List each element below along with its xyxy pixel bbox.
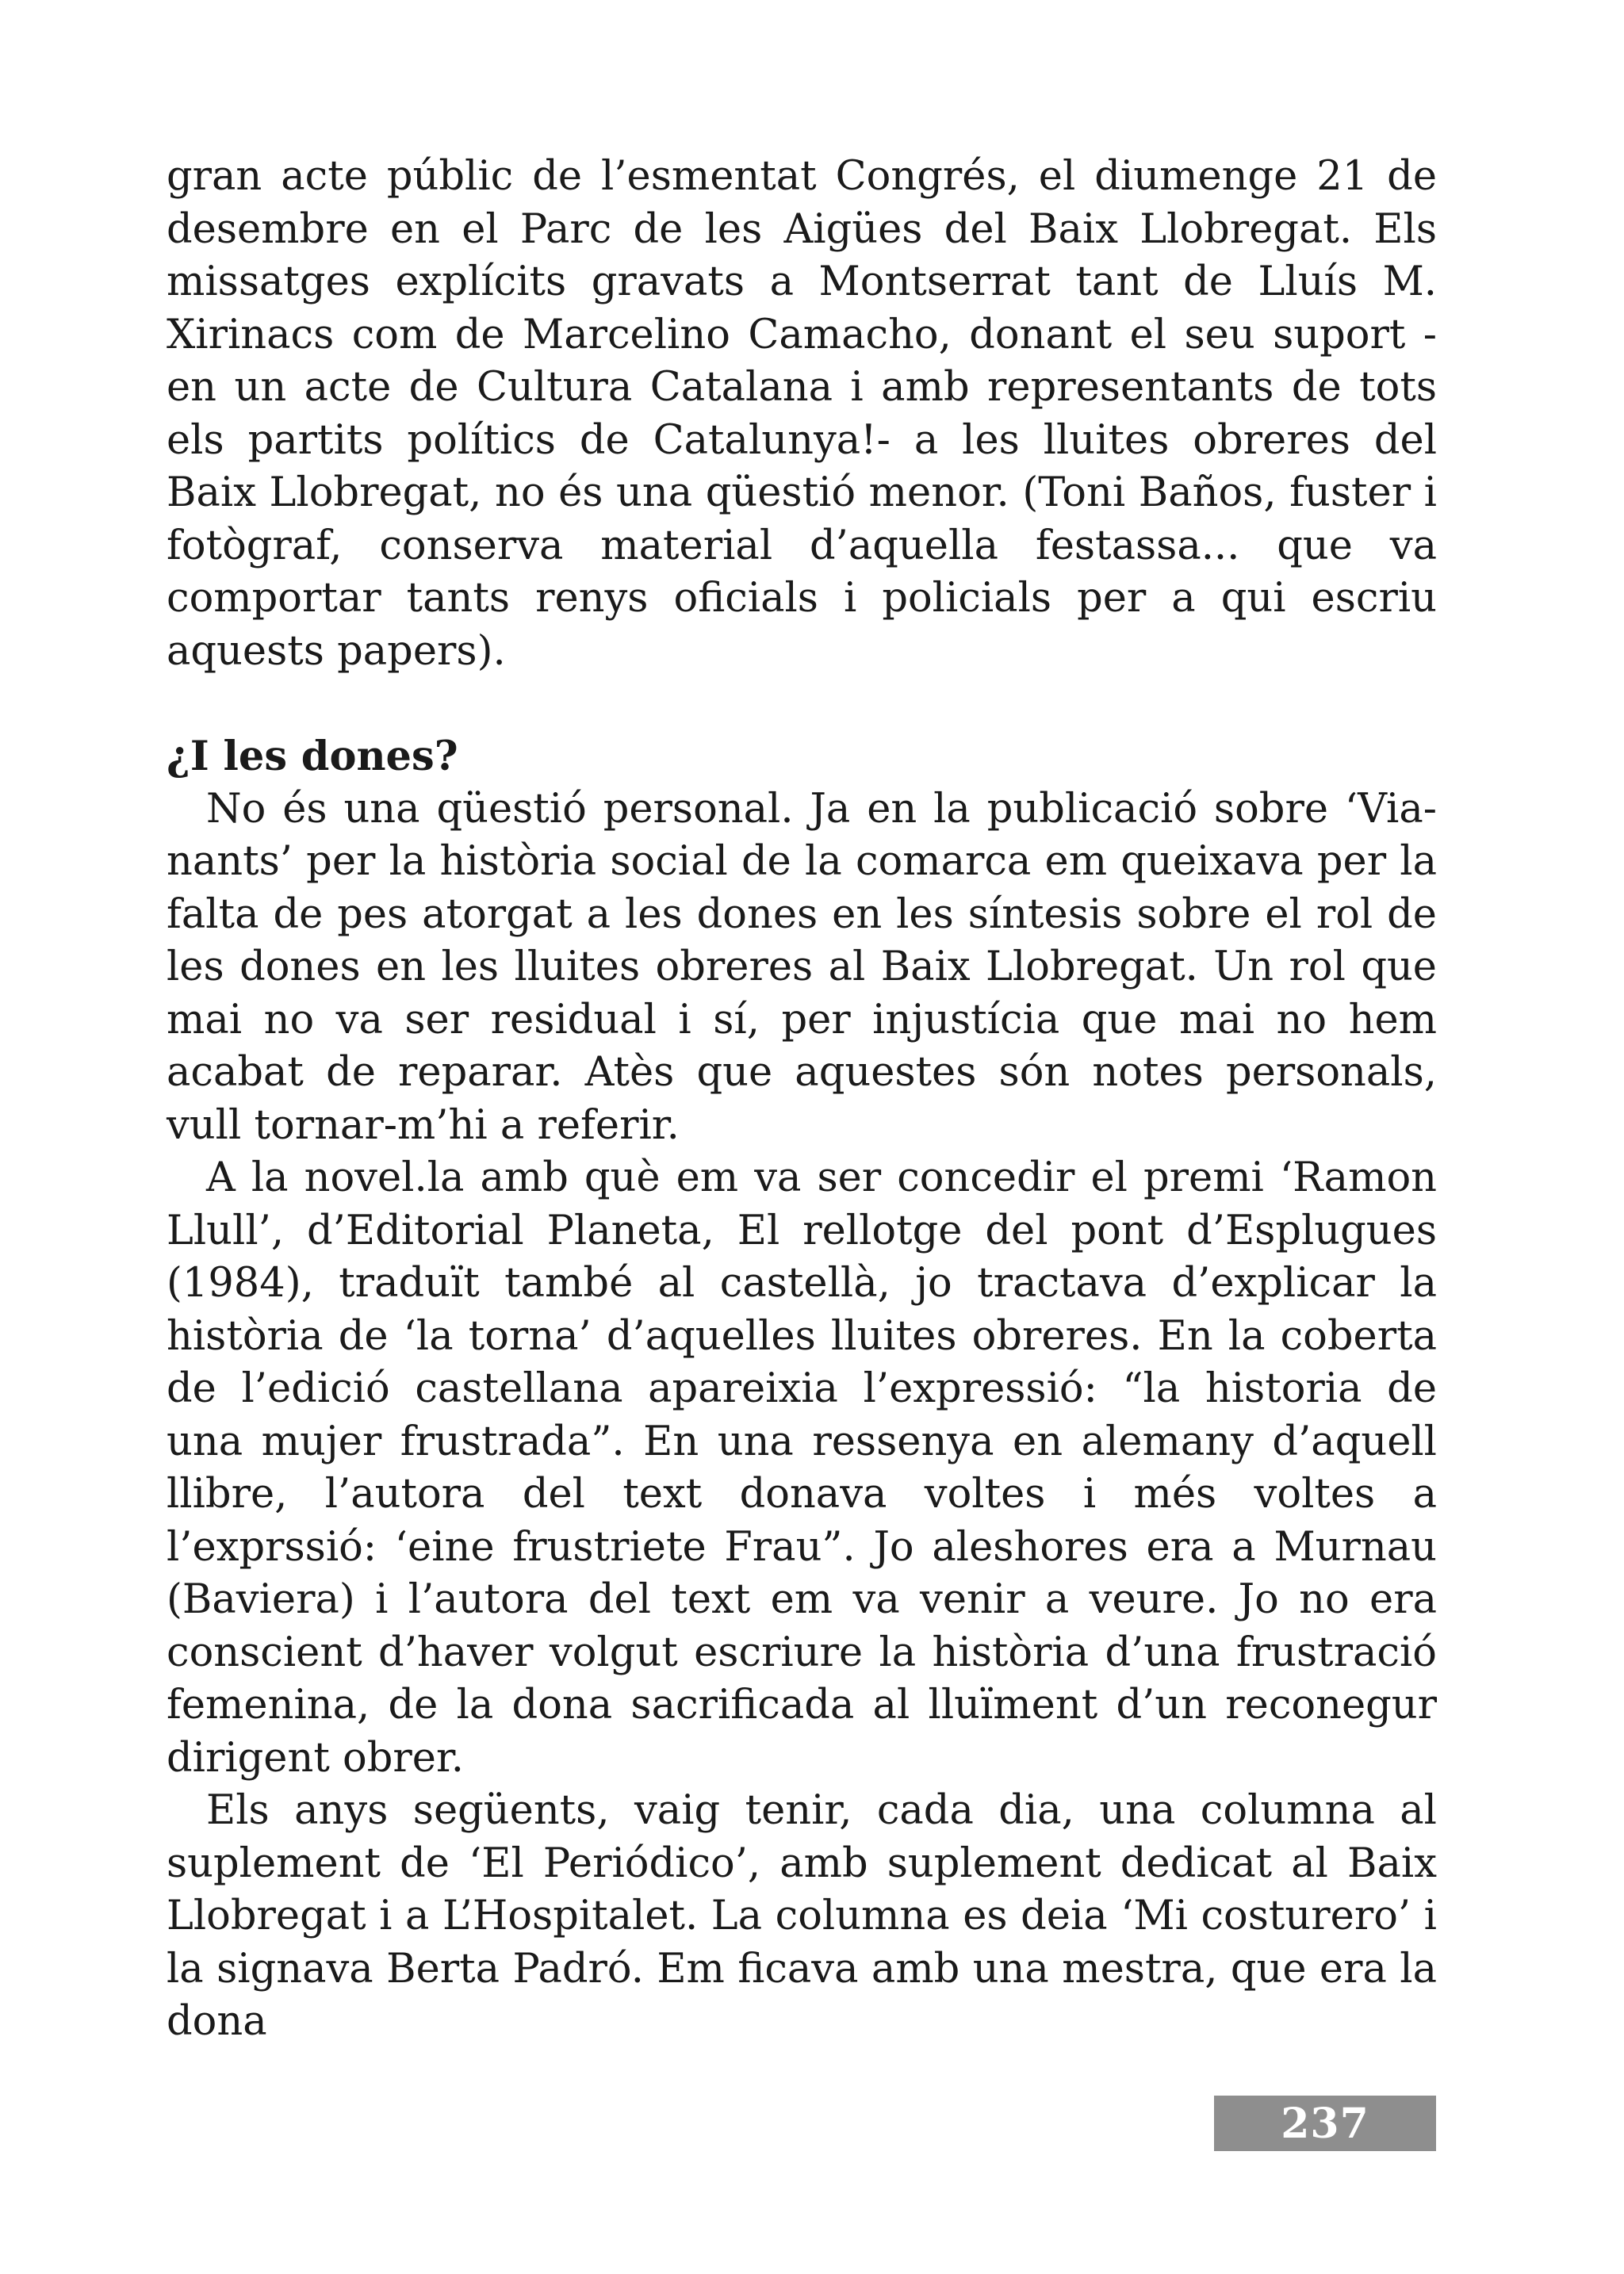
body-text: [167, 151, 1437, 2049]
paragraph: No és una qüestió personal. Ja en la publicació sobre ‘Vianants’ per la història social de la comarca em queixava per la falta de pes atorgat a les dones en les síntesis sobre el rol de les dones en les lluites obreres al Baix Llobregat. Un rol que mai no va ser residual i sí, per injustícia que mai no hem acabat de reparar. Atès que aquestes són notes personals, vull tornar-m’hi a referir.: [167, 785, 1437, 1149]
paragraph-continued: gran acte públic de l’esmentat Congrés, el diumenge 21 de desembre en el Parc de les Aigües del Baix Llobregat. Els missatges explícits gravats a Montserrat tant de Lluís M. Xirinacs com de Marcelino Camacho, donant el seu suport -en un acte de Cultura Catalana i amb representants de tots els partits polítics de Catalunya!- a les lluites obreres del Baix Llobregat, no és una qüestió menor. (Toni Baños, fuster i fotògraf, conserva material d’aquella festassa... que va comportar tants renys oficials i policials per a qui escriu aquests papers).: [167, 153, 1437, 675]
paragraph: Els anys següents, vaig tenir, cada dia, una columna al suplement de ‘El Periódico’, amb suplement dedicat al Baix Llobregat i a L’Hospitalet. La columna es deia ‘Mi costurero’ i la signava Berta Padró. Em ficava amb una mestra, que era la dona: [167, 1787, 1437, 2045]
section-heading: ¿I les dones?: [167, 733, 458, 780]
page-number-badge: [1214, 2096, 1436, 2151]
page-number: 237: [1281, 2099, 1369, 2148]
paragraph: A la novel.la amb què em va ser concedir el premi ‘Ramon Llull’, d’Editorial Planeta, El rellotge del pont d’Esplugues (1984), traduït també al castellà, jo tractava d’explicar la història de ‘la torna’ d’aquelles lluites obreres. En la coberta de l’edició castellana apareixia l’expressió: “la historia de una mujer frustrada”. En una ressenya en alemany d’aquell llibre, l’autora del text donava voltes i més voltes a l’exprssió: ‘eine frustriete Frau”. Jo aleshores era a Murnau (Baviera) i l’autora del text em va venir a veure. Jo no era conscient d’haver volgut escriure la història d’una frustració femenina, de la dona sacrificada al lluïment d’un reconegur dirigent obrer.: [167, 1154, 1437, 1782]
